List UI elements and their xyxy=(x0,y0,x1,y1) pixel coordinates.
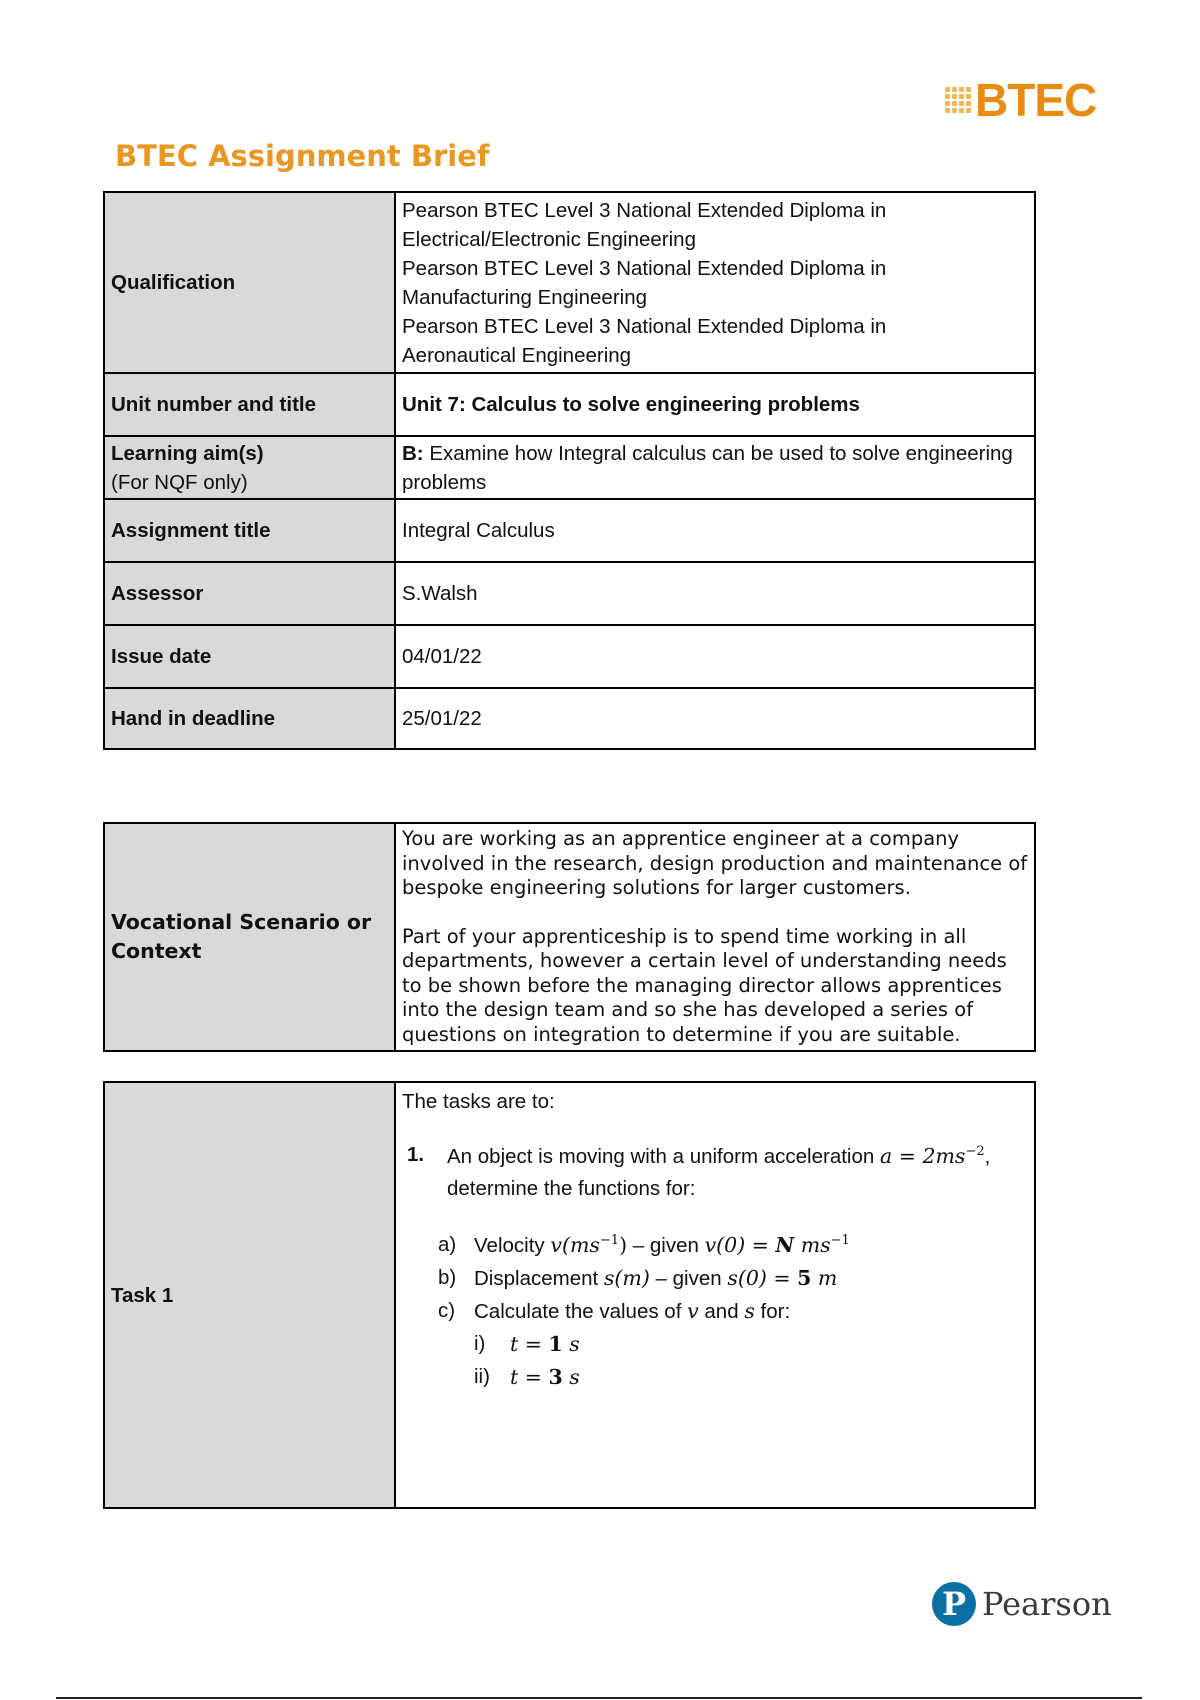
assessor-label: Assessor xyxy=(104,562,395,625)
qualification-line: Aeronautical Engineering xyxy=(402,343,632,367)
task-1-label: Task 1 xyxy=(104,1082,395,1508)
math-acceleration: 2ms xyxy=(922,1144,966,1168)
issue-date-row xyxy=(104,625,1035,688)
scenario-row xyxy=(104,823,1035,1051)
task-table xyxy=(103,1081,1036,1509)
part-b-text xyxy=(474,1262,837,1295)
scenario-label: Vocational Scenario or Context xyxy=(104,823,395,1051)
learning-aim-text: Examine how Integral calculus can be used to solve engineering problems xyxy=(402,441,1013,494)
subpart-letter: i) xyxy=(474,1332,486,1355)
learning-aim-label xyxy=(104,436,395,499)
math-var-t: t = xyxy=(510,1332,549,1356)
part-letter: c) xyxy=(438,1299,456,1322)
part-c-subparts xyxy=(438,1328,1028,1394)
issue-date-label: Issue date xyxy=(104,625,395,688)
qualification-line: Pearson BTEC Level 3 National Extended Diploma in xyxy=(402,314,887,338)
unit-row xyxy=(104,373,1035,436)
unit-value: Unit 7: Calculus to solve engineering problems xyxy=(395,373,1035,436)
math-exponent: −2 xyxy=(965,1144,985,1160)
subpart-i-text xyxy=(510,1328,580,1361)
part-text: – given xyxy=(627,1234,705,1257)
math-var-v: v xyxy=(687,1299,699,1323)
subpart-letter: ii) xyxy=(474,1365,490,1388)
qualification-line: Pearson BTEC Level 3 National Extended Diploma in xyxy=(402,198,887,222)
math-paren: ) xyxy=(619,1233,628,1257)
footer-divider xyxy=(56,1697,1142,1699)
scenario-table xyxy=(103,822,1036,1052)
learning-aim-row xyxy=(104,436,1035,499)
math-unit: m xyxy=(811,1266,838,1290)
qualification-line: Electrical/Electronic Engineering xyxy=(402,227,696,251)
assessor-row xyxy=(104,562,1035,625)
learning-aim-value xyxy=(395,436,1035,499)
math-equals: = xyxy=(892,1144,923,1168)
question-1-parts xyxy=(402,1229,1028,1394)
math-value: 3 xyxy=(548,1365,563,1389)
deadline-value: 25/01/22 xyxy=(395,688,1035,749)
btec-dots-icon xyxy=(945,87,971,113)
math-var-a: a xyxy=(879,1144,893,1168)
question-1-text xyxy=(447,1140,1028,1205)
assignment-title-label: Assignment title xyxy=(104,499,395,562)
question-number: 1. xyxy=(407,1143,425,1166)
scenario-paragraph: Part of your apprenticeship is to spend time working in all departments, however a certain level of understanding needs to be shown before the managing director allows apprentices into the design team and so she has developed a series of questions on integration to determine if you are suitable. xyxy=(402,924,1007,1046)
part-a-text xyxy=(474,1229,850,1262)
qualification-line: Pearson BTEC Level 3 National Extended Diploma in xyxy=(402,256,887,280)
pearson-logo xyxy=(932,1582,1112,1626)
part-letter: a) xyxy=(438,1233,457,1256)
subpart-i xyxy=(474,1328,1028,1361)
math-exponent: −1 xyxy=(830,1233,850,1249)
part-text: – given xyxy=(649,1267,728,1290)
qualification-line: Manufacturing Engineering xyxy=(402,285,648,309)
math-var-t: t = xyxy=(510,1365,549,1389)
scenario-paragraph: You are working as an apprentice engineer at a company involved in the research, design production and maintenance of bespoke engineering solutions for larger customers. xyxy=(402,827,1028,899)
part-text: Calculate the values of xyxy=(474,1300,688,1323)
part-text: and xyxy=(698,1300,745,1323)
task-intro: The tasks are to: xyxy=(402,1090,555,1113)
btec-logo xyxy=(945,72,1096,128)
assignment-title-row xyxy=(104,499,1035,562)
math-unit: s xyxy=(562,1365,580,1389)
math-condition: s(0) = xyxy=(727,1266,798,1290)
math-condition: v(0) = xyxy=(704,1233,776,1257)
part-text: for: xyxy=(754,1300,791,1323)
task-1-content xyxy=(395,1082,1035,1508)
part-text: Displacement xyxy=(474,1267,604,1290)
part-a xyxy=(438,1229,1028,1262)
page-title: BTEC Assignment Brief xyxy=(115,139,490,173)
math-value: N xyxy=(775,1233,795,1257)
subpart-ii xyxy=(474,1361,1028,1394)
subpart-ii-text xyxy=(510,1361,580,1394)
assignment-title-value: Integral Calculus xyxy=(395,499,1035,562)
question-1-text-part: An object is moving with a uniform acceleration xyxy=(447,1145,880,1168)
math-fn: v(ms xyxy=(550,1233,600,1257)
pearson-p-icon: P xyxy=(932,1582,976,1626)
math-exponent: −1 xyxy=(599,1233,620,1249)
math-value: 1 xyxy=(548,1332,563,1356)
part-c-text xyxy=(474,1295,790,1328)
scenario-value xyxy=(395,823,1035,1051)
issue-date-value: 04/01/22 xyxy=(395,625,1035,688)
math-unit: s xyxy=(562,1332,580,1356)
question-1 xyxy=(402,1140,1028,1205)
math-unit: ms xyxy=(794,1233,831,1257)
learning-aim-label-text: Learning aim(s) xyxy=(111,441,264,465)
question-1-text-part: , determine the functions for: xyxy=(447,1145,991,1200)
pearson-wordmark: Pearson xyxy=(982,1585,1112,1623)
assignment-info-table xyxy=(103,191,1036,750)
unit-label: Unit number and title xyxy=(104,373,395,436)
task-1-row xyxy=(104,1082,1035,1508)
deadline-row xyxy=(104,688,1035,749)
assessor-value: S.Walsh xyxy=(395,562,1035,625)
math-var-s: s xyxy=(744,1299,755,1323)
part-b xyxy=(438,1262,1028,1295)
qualification-row xyxy=(104,192,1035,373)
learning-aim-note: (For NQF only) xyxy=(111,470,248,494)
learning-aim-prefix: B: xyxy=(402,441,424,465)
qualification-value xyxy=(395,192,1035,373)
part-letter: b) xyxy=(438,1266,457,1289)
deadline-label: Hand in deadline xyxy=(104,688,395,749)
part-text: Velocity xyxy=(474,1234,551,1257)
qualification-label: Qualification xyxy=(104,192,395,373)
part-c xyxy=(438,1295,1028,1328)
math-fn: s(m) xyxy=(603,1266,650,1290)
math-value: 5 xyxy=(797,1266,812,1290)
btec-wordmark: BTEC xyxy=(975,74,1097,126)
